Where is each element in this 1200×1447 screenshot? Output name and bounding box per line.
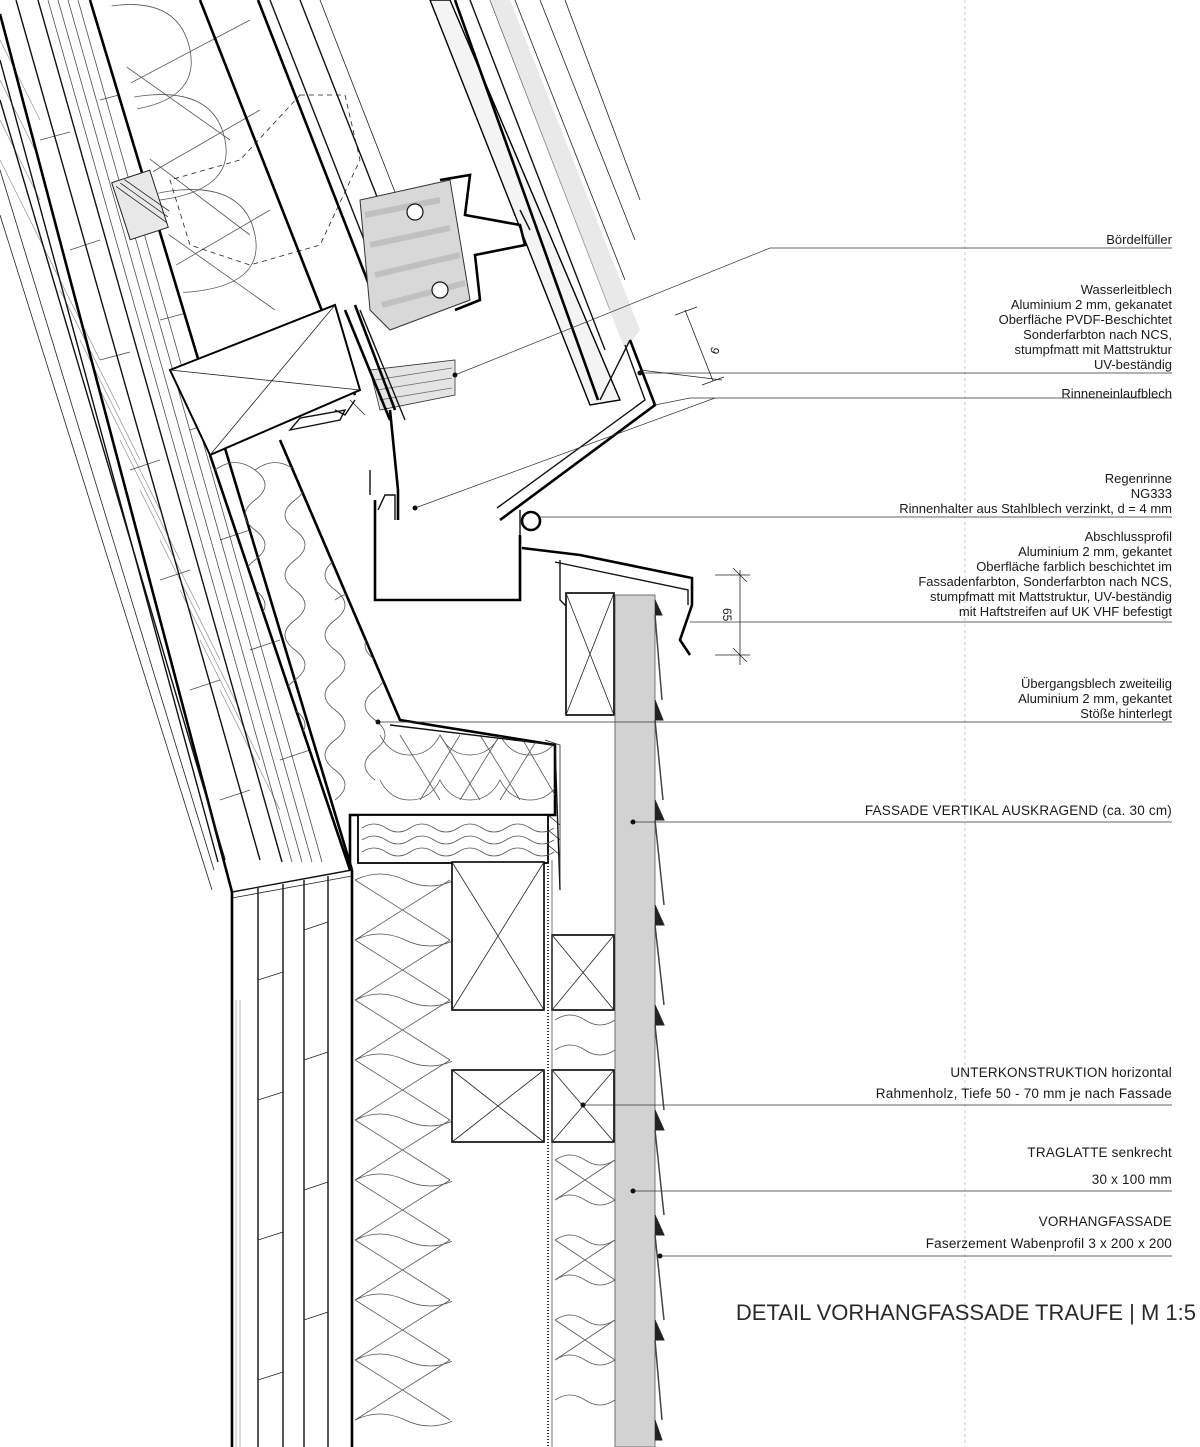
label-rinneneinlaufblech bbox=[1061, 386, 1172, 401]
label-fassade-vertikal bbox=[865, 803, 1172, 818]
wall-upper-layers bbox=[0, 0, 352, 892]
label-traglatte-line: TRAGLATTE senkrecht bbox=[1027, 1145, 1172, 1160]
label-unterkonstruktion bbox=[876, 1065, 1172, 1101]
label-regenrinne-line: NG333 bbox=[1130, 486, 1172, 501]
label-uebergangsblech bbox=[1018, 676, 1172, 721]
label-uebergangsblech-line: Aluminium 2 mm, gekantet bbox=[1018, 691, 1172, 706]
label-boerdelfueller-line: Bördelfüller bbox=[1106, 232, 1172, 247]
label-wasserleitblech-line: stumpfmatt mit Mattstruktur bbox=[1014, 342, 1172, 357]
label-traglatte bbox=[1027, 1145, 1172, 1187]
wall-lower-layers bbox=[232, 870, 352, 1447]
label-wasserleitblech-line: UV-beständig bbox=[1093, 357, 1172, 372]
label-wasserleitblech-line: Sonderfarbton nach NCS, bbox=[1023, 327, 1172, 342]
roof-cladding bbox=[430, 0, 640, 405]
label-wasserleitblech-line: Aluminium 2 mm, gekanatet bbox=[1010, 297, 1172, 312]
label-abschlussprofil-line: Oberfläche farblich beschichtet im bbox=[976, 559, 1172, 574]
insulation-lower bbox=[355, 874, 455, 1426]
label-wasserleitblech-line: Oberfläche PVDF-Beschichtet bbox=[998, 312, 1172, 327]
label-abschlussprofil bbox=[918, 529, 1172, 619]
rafter-box bbox=[170, 305, 365, 455]
label-abschlussprofil-line: stumpfmatt mit Mattstruktur, UV-beständig bbox=[929, 589, 1172, 604]
dim-label-lower: 65 bbox=[720, 608, 734, 622]
label-vorhangfassade-line: Faserzement Wabenprofil 3 x 200 x 200 bbox=[925, 1236, 1172, 1251]
label-abschlussprofil-line: Aluminium 2 mm, gekantet bbox=[1018, 544, 1172, 559]
timber-battens bbox=[452, 593, 614, 1142]
label-uebergangsblech-line: Stöße hinterlegt bbox=[1080, 706, 1172, 721]
label-abschlussprofil-line: Fassadenfarbton, Sonderfarbton nach NCS, bbox=[918, 574, 1172, 589]
label-abschlussprofil-line: mit Haftstreifen auf UK VHF befestigt bbox=[958, 604, 1172, 619]
label-regenrinne-line: Rinnenhalter aus Stahlblech verzinkt, d = 4 mm bbox=[899, 501, 1172, 516]
label-unterkonstruktion-line: Rahmenholz, Tiefe 50 - 70 mm je nach Fassade bbox=[875, 1086, 1172, 1101]
facade-panel bbox=[615, 595, 664, 1447]
label-uebergangsblech-line: Übergangsblech zweiteilig bbox=[1020, 676, 1172, 691]
dimension-lower bbox=[715, 568, 750, 665]
label-wasserleitblech-line: Wasserleitblech bbox=[1080, 282, 1172, 297]
timber-wavy-beam bbox=[358, 815, 560, 863]
label-abschlussprofil-line: Abschlussprofil bbox=[1084, 529, 1172, 544]
label-regenrinne-line: Regenrinne bbox=[1104, 471, 1172, 486]
label-regenrinne bbox=[899, 471, 1172, 516]
label-boerdelfueller bbox=[1106, 232, 1172, 247]
label-traglatte-line: 30 x 100 mm bbox=[1091, 1172, 1172, 1187]
insulation-upper bbox=[210, 440, 560, 870]
label-fassade-vertikal-line: FASSADE VERTIKAL AUSKRAGEND (ca. 30 cm) bbox=[864, 803, 1172, 818]
label-vorhangfassade bbox=[926, 1214, 1172, 1251]
label-rinneneinlaufblech-line: Rinneneinlaufblech bbox=[1061, 386, 1172, 401]
label-vorhangfassade-line: VORHANGFASSADE bbox=[1038, 1214, 1172, 1229]
dim-label-upper: 9 bbox=[706, 344, 723, 357]
label-wasserleitblech bbox=[999, 282, 1173, 372]
drawing-title: DETAIL VORHANGFASSADE TRAUFE | M 1:5 bbox=[735, 1300, 1196, 1325]
panel-clamp bbox=[360, 175, 530, 330]
label-unterkonstruktion-line: UNTERKONSTRUKTION horizontal bbox=[950, 1065, 1172, 1080]
